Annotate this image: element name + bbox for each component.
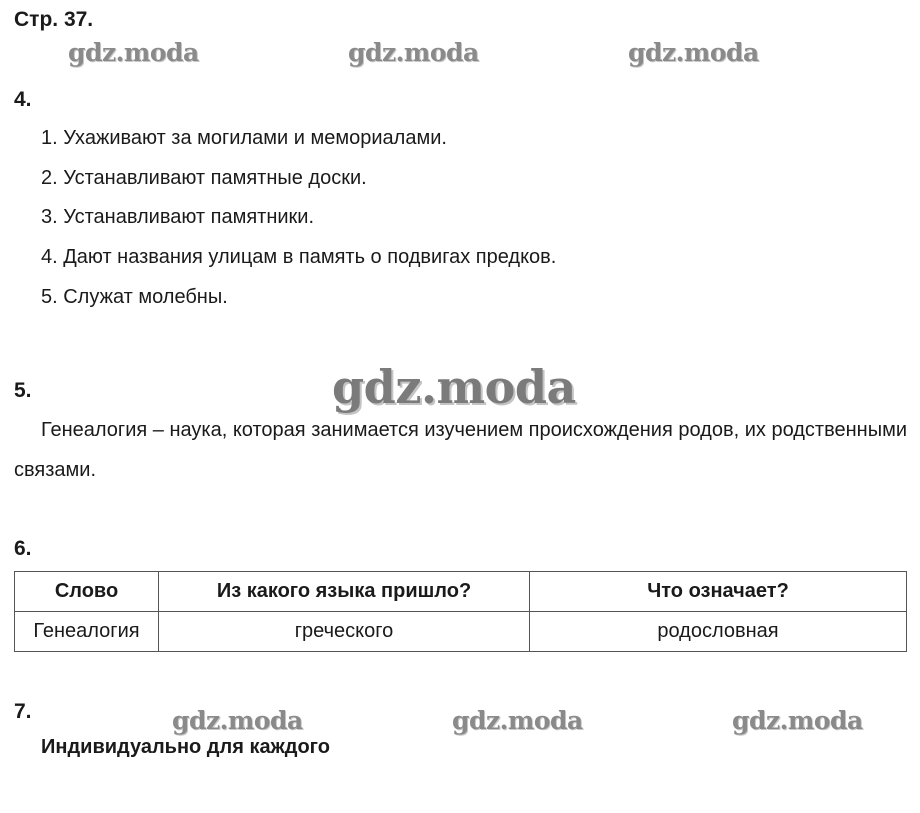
- section-5-number: 5.: [14, 379, 32, 402]
- watermark-logo: gdz.moda: [628, 38, 759, 67]
- table-cell: родословная: [530, 612, 907, 652]
- watermark-logo: gdz.moda: [68, 38, 199, 67]
- column-header-word: Слово: [15, 572, 159, 612]
- section-4-number: 4.: [14, 88, 32, 111]
- watermark-logo: gdz.moda: [172, 706, 303, 735]
- list-item: 2. Устанавливают памятные доски.: [41, 167, 367, 189]
- watermark-logo: gdz.moda: [348, 38, 479, 67]
- list-item: 4. Дают названия улицам в память о подвигах предков.: [41, 246, 557, 268]
- section-7-text: Индивидуально для каждого: [41, 736, 330, 758]
- column-header-meaning: Что означает?: [530, 572, 907, 612]
- list-item: 5. Служат молебны.: [41, 286, 228, 308]
- page-header: Стр. 37.: [14, 8, 94, 31]
- watermark-logo-large: gdz.moda: [332, 360, 576, 414]
- section-6-number: 6.: [14, 537, 32, 560]
- list-item: 1. Ухаживают за могилами и мемориалами.: [41, 127, 447, 149]
- table-row: [15, 612, 907, 652]
- list-item: 3. Устанавливают памятники.: [41, 206, 315, 228]
- table-cell: Генеалогия: [15, 612, 159, 652]
- watermark-logo: gdz.moda: [452, 706, 583, 735]
- table-header-row: [15, 572, 907, 612]
- watermark-logo: gdz.moda: [732, 706, 863, 735]
- section-5-text: Генеалогия – наука, которая занимается изучением происхождения родов, их родственными связами.: [14, 419, 907, 481]
- words-table: [14, 571, 907, 652]
- column-header-language: Из какого языка пришло?: [159, 572, 530, 612]
- table-cell: греческого: [159, 612, 530, 652]
- section-7-number: 7.: [14, 700, 32, 723]
